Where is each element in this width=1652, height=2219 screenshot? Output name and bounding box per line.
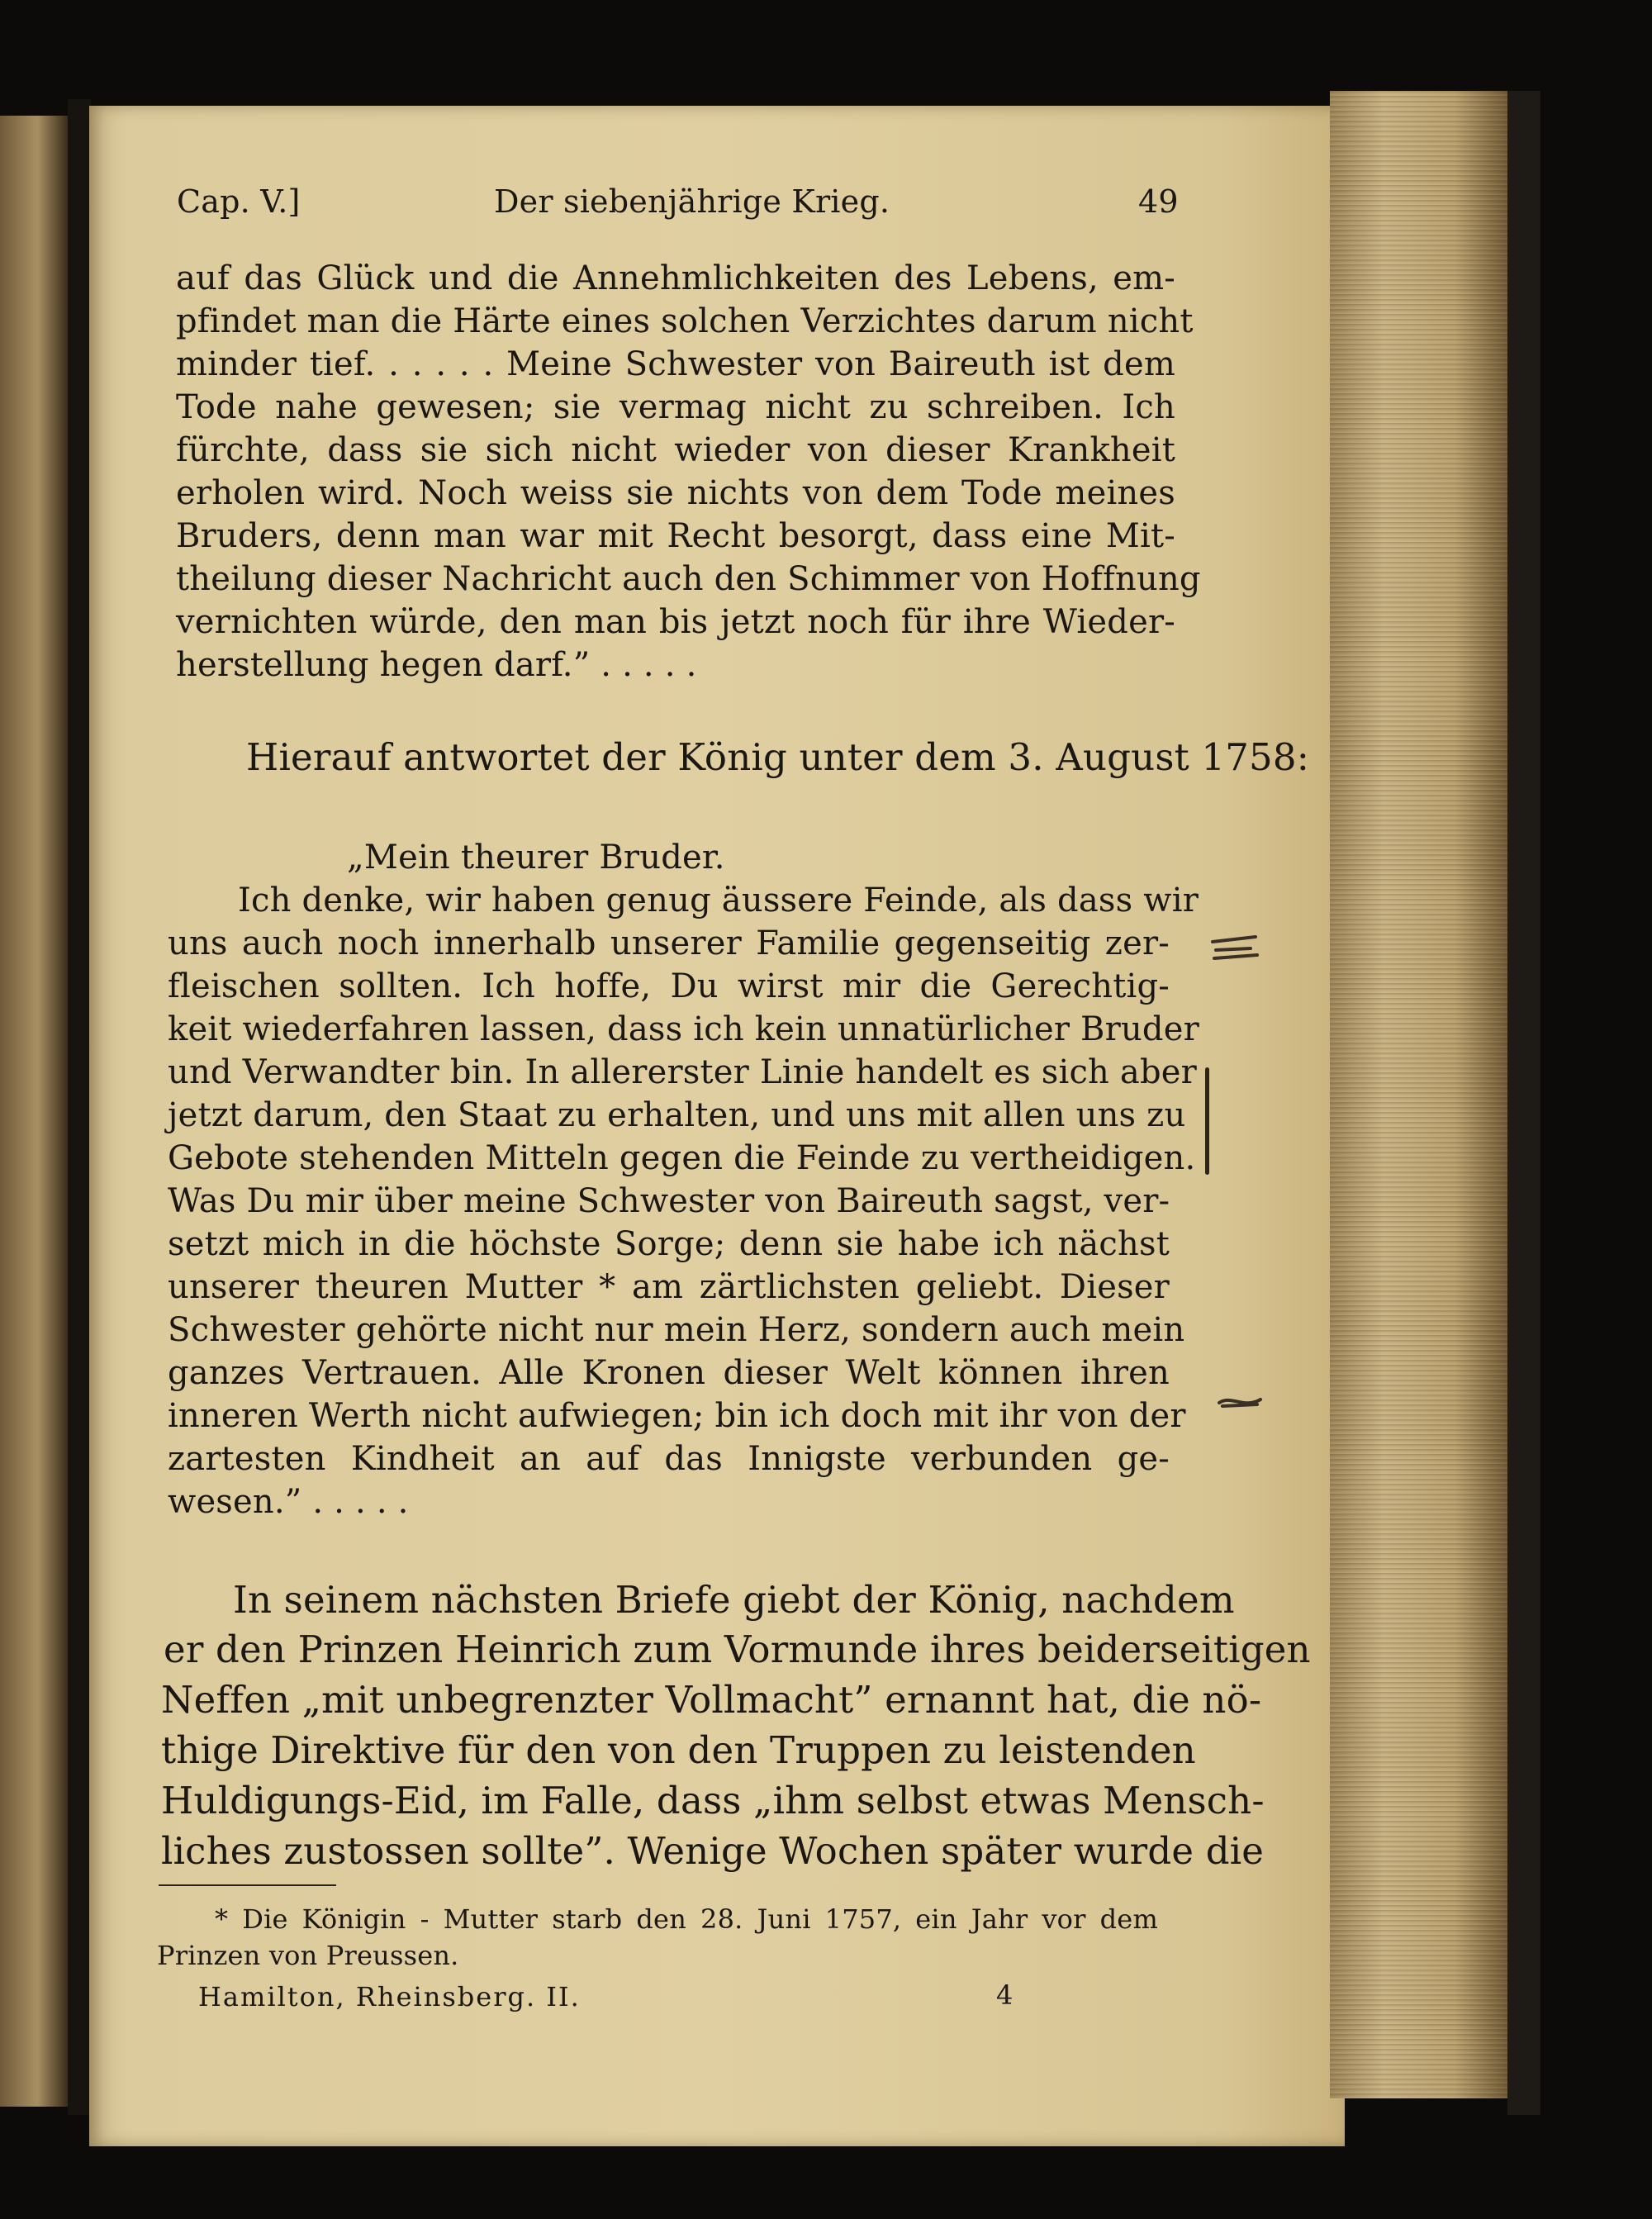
text-line: fürchte, dass sie sich nicht wieder von dieser Krankheit [176,431,1175,469]
margin-pencil-mark [1208,934,1265,967]
text-line: erholen wird. Noch weiss sie nichts von dem Tode meines [176,474,1175,512]
footnote-rule [159,1884,336,1886]
text-line: auf das Glück und die Annehmlichkeiten des Lebens, em- [176,259,1175,297]
text-line: Bruders, denn man war mit Recht besorgt, dass eine Mit- [176,517,1175,555]
footnote-line: * Die Königin - Mutter starb den 28. Juni 1757, ein Jahr vor dem [215,1903,1158,1935]
text-line: In seinem nächsten Briefe giebt der König, nachdem [233,1578,1235,1622]
text-line: liches zustossen sollte”. Wenige Wochen später wurde die [161,1829,1265,1873]
text-line: Huldigungs-Eid, im Falle, dass „ihm selbst etwas Mensch- [161,1779,1265,1822]
text-line: fleischen sollten. Ich hoffe, Du wirst mir die Gerechtig- [168,967,1170,1005]
margin-pencil-mark [1216,1391,1265,1413]
text-line: minder tief. . . . . . Meine Schwester von Baireuth ist dem [176,345,1175,383]
text-line: herstellung hegen darf.” . . . . . [176,646,697,684]
text-line: Tode nahe gewesen; sie vermag nicht zu schreiben. Ich [176,388,1175,426]
text-line: inneren Werth nicht aufwiegen; bin ich doch mit ihr von der [168,1397,1186,1435]
page-number: 49 [1138,183,1179,220]
signature-number: 4 [996,1979,1014,2011]
left-page-edge [0,116,68,2107]
text-line: thige Direktive für den von den Truppen zu leistenden [161,1728,1196,1772]
text-line: jetzt darum, den Staat zu erhalten, und uns mit allen uns zu [168,1096,1186,1134]
text-line: Neffen „mit unbegrenzter Vollmacht” ernannt hat, die nö- [161,1678,1262,1722]
text-line: keit wiederfahren lassen, dass ich kein unnatürlicher Bruder [168,1010,1199,1048]
text-line: und Verwandter bin. In allererster Linie handelt es sich aber [168,1053,1197,1091]
page-stack-edge [1330,91,1507,2098]
book-gutter [68,99,91,2115]
text-line: vernichten würde, den man bis jetzt noch für ihre Wieder- [176,603,1175,641]
printer-signature: Hamilton, Rheinsberg. II. [198,1981,581,2012]
text-line: pfindet man die Härte eines solchen Verzichtes darum nicht [176,302,1194,340]
text-line: unserer theuren Mutter * am zärtlichsten geliebt. Dieser [168,1268,1170,1306]
margin-pencil-bar [1205,1067,1209,1175]
text-line: Ich denke, wir haben genug äussere Feinde, als dass wir [238,881,1199,919]
text-line: Schwester gehörte nicht nur mein Herz, sondern auch mein [168,1311,1185,1349]
letter-salutation: „Mein theurer Bruder. [347,839,725,877]
letter-intro: Hierauf antwortet der König unter dem 3. August 1758: [246,735,1310,779]
running-head-title: Der siebenjährige Krieg. [494,183,890,220]
text-line: wesen.” . . . . . [168,1483,409,1521]
text-line: er den Prinzen Heinrich zum Vormunde ihres beiderseitigen [164,1627,1311,1671]
book-cover-edge [1507,91,1540,2115]
text-line: zartesten Kindheit an auf das Innigste verbunden ge- [168,1440,1170,1478]
text-line: Was Du mir über meine Schwester von Baireuth sagst, ver- [168,1182,1170,1220]
text-line: uns auch noch innerhalb unserer Familie gegenseitig zer- [168,924,1170,962]
text-line: Gebote stehenden Mitteln gegen die Feinde zu vertheidigen. [168,1139,1196,1177]
text-line: theilung dieser Nachricht auch den Schimmer von Hoffnung [176,560,1201,598]
text-line: ganzes Vertrauen. Alle Kronen dieser Welt können ihren [168,1354,1170,1392]
footnote-line: Prinzen von Preussen. [157,1940,459,1971]
text-line: setzt mich in die höchste Sorge; denn sie habe ich nächst [168,1225,1170,1263]
running-head-chapter: Cap. V.] [177,183,301,220]
